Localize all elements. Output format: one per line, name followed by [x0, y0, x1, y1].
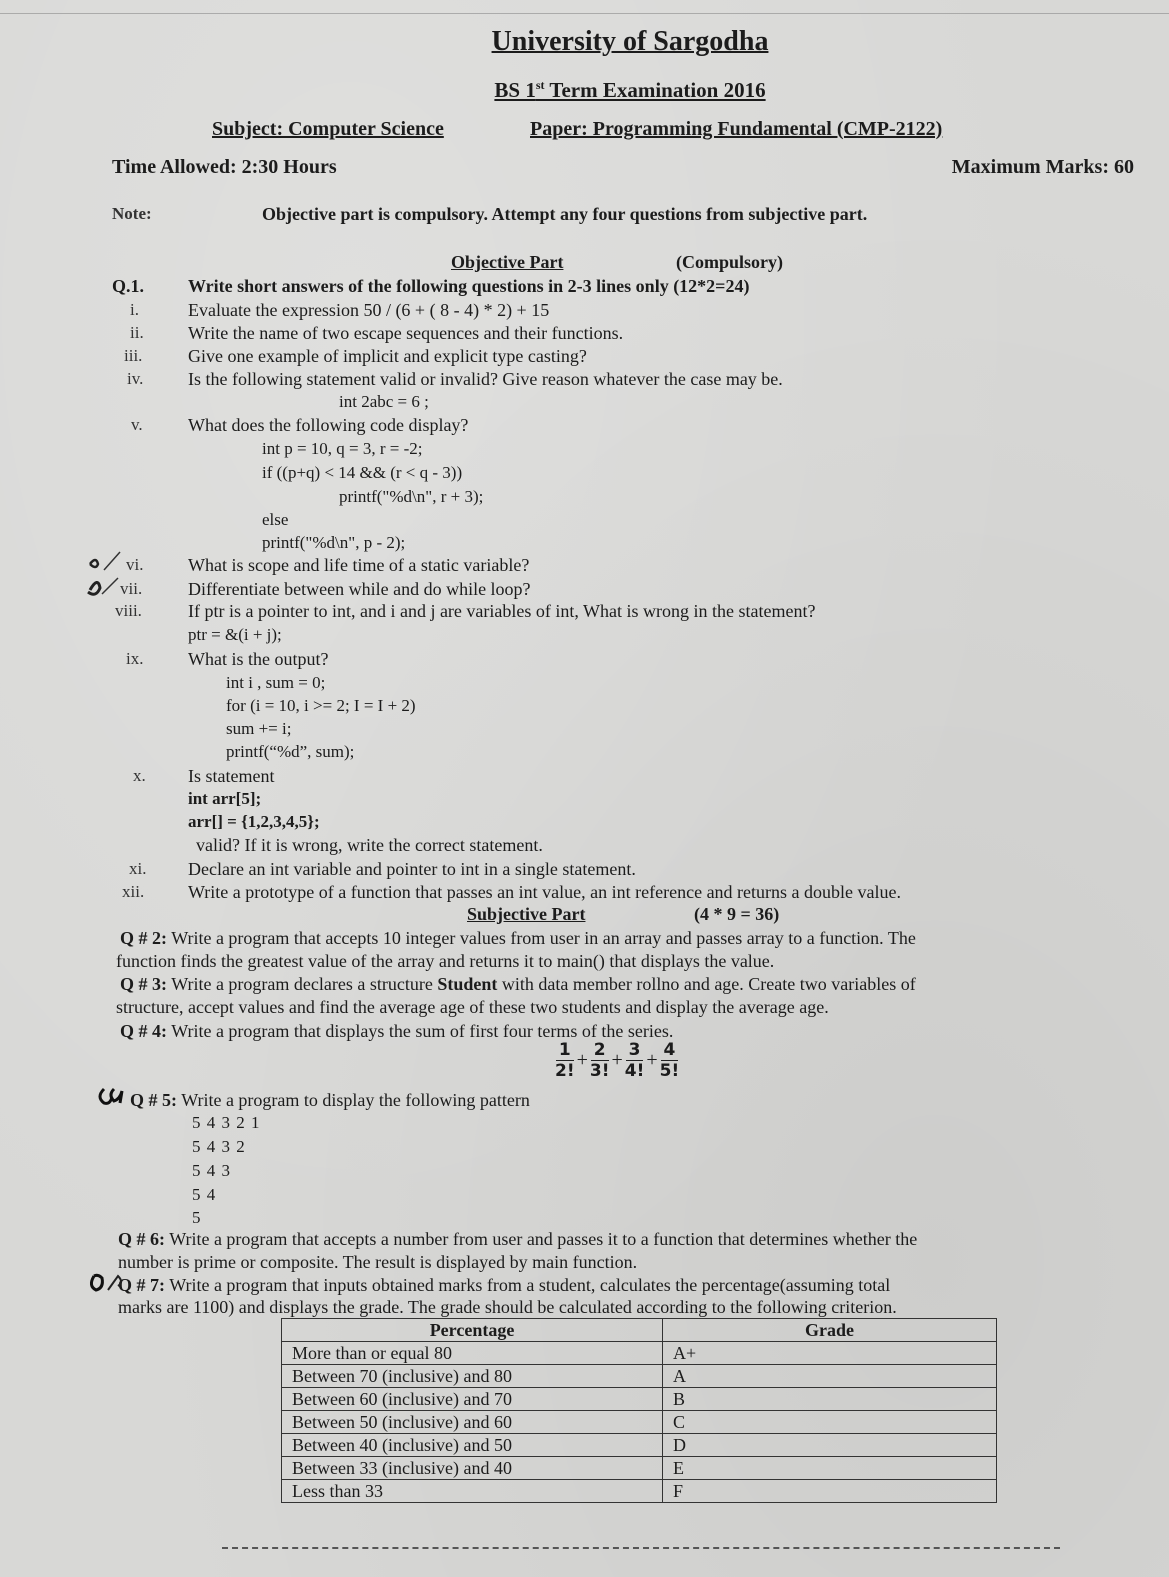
- grade-cell: A: [663, 1365, 997, 1388]
- pattern-line: 5: [192, 1208, 202, 1227]
- objective-item: Is the following statement valid or invalid? Give reason whatever the case may be.: [188, 369, 783, 389]
- code-line: int arr[5];: [188, 789, 262, 808]
- fold-line: [0, 13, 1169, 14]
- code-line: int 2abc = 6 ;: [339, 392, 429, 411]
- subjective-question-cont: structure, accept values and find the average age of these two students and display the average age.: [116, 997, 829, 1017]
- objective-item: Write a prototype of a function that passes an int value, an int reference and returns a double value.: [188, 882, 902, 902]
- grade-cell: B: [663, 1388, 997, 1411]
- series-formula: $\frac{1}{2!}$ + $\frac{2}{3!}$ + $\frac{3}{4!}$ + $\frac{4}{5!}$: [555, 1040, 680, 1081]
- item-number: ix.: [126, 649, 144, 668]
- table-row: [282, 1388, 997, 1411]
- table-row: [282, 1342, 997, 1365]
- item-number: x.: [133, 766, 146, 785]
- item-number: iii.: [124, 346, 143, 365]
- note-label: Note:: [112, 204, 152, 223]
- objective-item: If ptr is a pointer to int, and i and j are variables of int, What is wrong in the statement?: [188, 601, 816, 621]
- percentage-cell: Between 33 (inclusive) and 40: [282, 1457, 663, 1480]
- paper-label: Paper: Programming Fundamental (CMP-2122): [530, 118, 943, 140]
- item-number: iv.: [127, 369, 144, 388]
- objective-item: Evaluate the expression 50 / (6 + ( 8 - 4) * 2) + 15: [188, 300, 550, 320]
- code-line: sum += i;: [226, 719, 292, 738]
- grade-cell: C: [663, 1411, 997, 1434]
- objective-item: Write the name of two escape sequences and their functions.: [188, 323, 624, 343]
- item-number: vii.: [120, 579, 143, 598]
- table-row: [282, 1365, 997, 1388]
- exam-title: BS 1st Term Examination 2016: [494, 78, 766, 102]
- subjective-question-cont: number is prime or composite. The result is displayed by main function.: [118, 1252, 638, 1272]
- item-number: i.: [130, 300, 139, 319]
- table-row: [282, 1480, 997, 1503]
- fraction: $\frac{3}{4!}$: [624, 1040, 645, 1081]
- university-title: University of Sargodha: [491, 26, 769, 57]
- table-row: [282, 1411, 997, 1434]
- fraction: $\frac{1}{2!}$: [555, 1040, 575, 1081]
- code-line: int p = 10, q = 3, r = -2;: [262, 439, 423, 458]
- subjective-marks: (4 * 9 = 36): [694, 904, 780, 924]
- maximum-marks: Maximum Marks: 60: [951, 156, 1134, 178]
- item-number: vi.: [126, 555, 144, 574]
- objective-item: What is scope and life time of a static variable?: [188, 555, 530, 575]
- item-number: v.: [131, 415, 143, 434]
- objective-item: Differentiate between while and do while loop?: [188, 579, 531, 599]
- grade-cell: E: [663, 1457, 997, 1480]
- table-row: [282, 1457, 997, 1480]
- question-number: Q.1.: [112, 276, 145, 296]
- pattern-line: 5 4 3: [192, 1161, 231, 1180]
- note-text: Objective part is compulsory. Attempt any four questions from subjective part.: [262, 204, 868, 224]
- pen-mark-icon: [84, 550, 124, 600]
- pattern-line: 5 4: [192, 1185, 217, 1204]
- subjective-question: Q # 2: Write a program that accepts 10 integer values from user in an array and passes array to a function. The: [120, 928, 916, 948]
- fraction: $\frac{2}{3!}$: [589, 1040, 610, 1081]
- objective-item: Give one example of implicit and explicit type casting?: [188, 346, 587, 366]
- subjective-question-cont: function finds the greatest value of the array and returns it to main() that displays the value.: [116, 951, 775, 971]
- code-line: printf("%d\n", r + 3);: [339, 487, 484, 506]
- objective-item: Is statement: [188, 766, 275, 786]
- percentage-cell: Between 70 (inclusive) and 80: [282, 1365, 663, 1388]
- code-line: if ((p+q) < 14 && (r < q - 3)): [262, 463, 463, 482]
- code-line: for (i = 10, i >= 2; I = I + 2): [226, 696, 416, 715]
- percentage-cell: Between 60 (inclusive) and 70: [282, 1388, 663, 1411]
- end-of-paper-rule: [222, 1547, 1060, 1549]
- question-instruction: Write short answers of the following questions in 2-3 lines only (12*2=24): [188, 276, 750, 296]
- subjective-question: Q # 6: Write a program that accepts a number from user and passes it to a function that determines whether the: [118, 1229, 918, 1249]
- code-line: int i , sum = 0;: [226, 673, 326, 692]
- item-number: xii.: [122, 882, 145, 901]
- pattern-line: 5 4 3 2: [192, 1137, 246, 1156]
- percentage-cell: Less than 33: [282, 1480, 663, 1503]
- grade-cell: D: [663, 1434, 997, 1457]
- code-line: else: [262, 510, 289, 529]
- item-number: xi.: [129, 859, 147, 878]
- subject-label: Subject: Computer Science: [212, 118, 444, 140]
- item-number: viii.: [115, 601, 142, 620]
- code-line: printf("%d\n", p - 2);: [262, 533, 406, 552]
- subjective-question: Q # 3: Write a program declares a structure Student with data member rollno and age. Create two variables of: [120, 974, 916, 994]
- objective-item: What does the following code display?: [188, 415, 469, 435]
- pen-mark-icon: [88, 1272, 128, 1294]
- code-line: ptr = &(i + j);: [188, 625, 282, 644]
- objective-item: What is the output?: [188, 649, 329, 669]
- subjective-question-cont: marks are 1100) and displays the grade. The grade should be calculated according to the following criterion.: [118, 1297, 897, 1317]
- percentage-cell: More than or equal 80: [282, 1342, 663, 1365]
- grade-criteria-table: [281, 1318, 997, 1503]
- subjective-part-title: Subjective Part: [467, 904, 586, 924]
- subjective-question: Q # 4: Write a program that displays the sum of first four terms of the series.: [120, 1021, 674, 1041]
- objective-item-tail: valid? If it is wrong, write the correct statement.: [196, 835, 543, 855]
- code-line: arr[] = {1,2,3,4,5};: [188, 812, 320, 831]
- item-number: ii.: [130, 323, 144, 342]
- table-row: [282, 1434, 997, 1457]
- percentage-cell: Between 50 (inclusive) and 60: [282, 1411, 663, 1434]
- objective-item: Declare an int variable and pointer to int in a single statement.: [188, 859, 636, 879]
- column-header-percentage: Percentage: [282, 1319, 663, 1342]
- subjective-question: Q # 7: Write a program that inputs obtained marks from a student, calculates the percentage(assuming total: [118, 1275, 891, 1295]
- compulsory-tag: (Compulsory): [676, 252, 783, 272]
- code-line: printf(“%d”, sum);: [226, 742, 355, 761]
- pen-mark-icon: [94, 1085, 130, 1109]
- column-header-grade: Grade: [663, 1319, 997, 1342]
- table-header-row: [282, 1319, 997, 1342]
- subjective-question: Q # 5: Write a program to display the following pattern: [130, 1090, 530, 1110]
- fraction: $\frac{4}{5!}$: [659, 1040, 680, 1081]
- time-allowed: Time Allowed: 2:30 Hours: [112, 156, 337, 178]
- percentage-cell: Between 40 (inclusive) and 50: [282, 1434, 663, 1457]
- objective-part-title: Objective Part: [451, 252, 564, 272]
- grade-cell: A+: [663, 1342, 997, 1365]
- pattern-line: 5 4 3 2 1: [192, 1113, 261, 1132]
- grade-cell: F: [663, 1480, 997, 1503]
